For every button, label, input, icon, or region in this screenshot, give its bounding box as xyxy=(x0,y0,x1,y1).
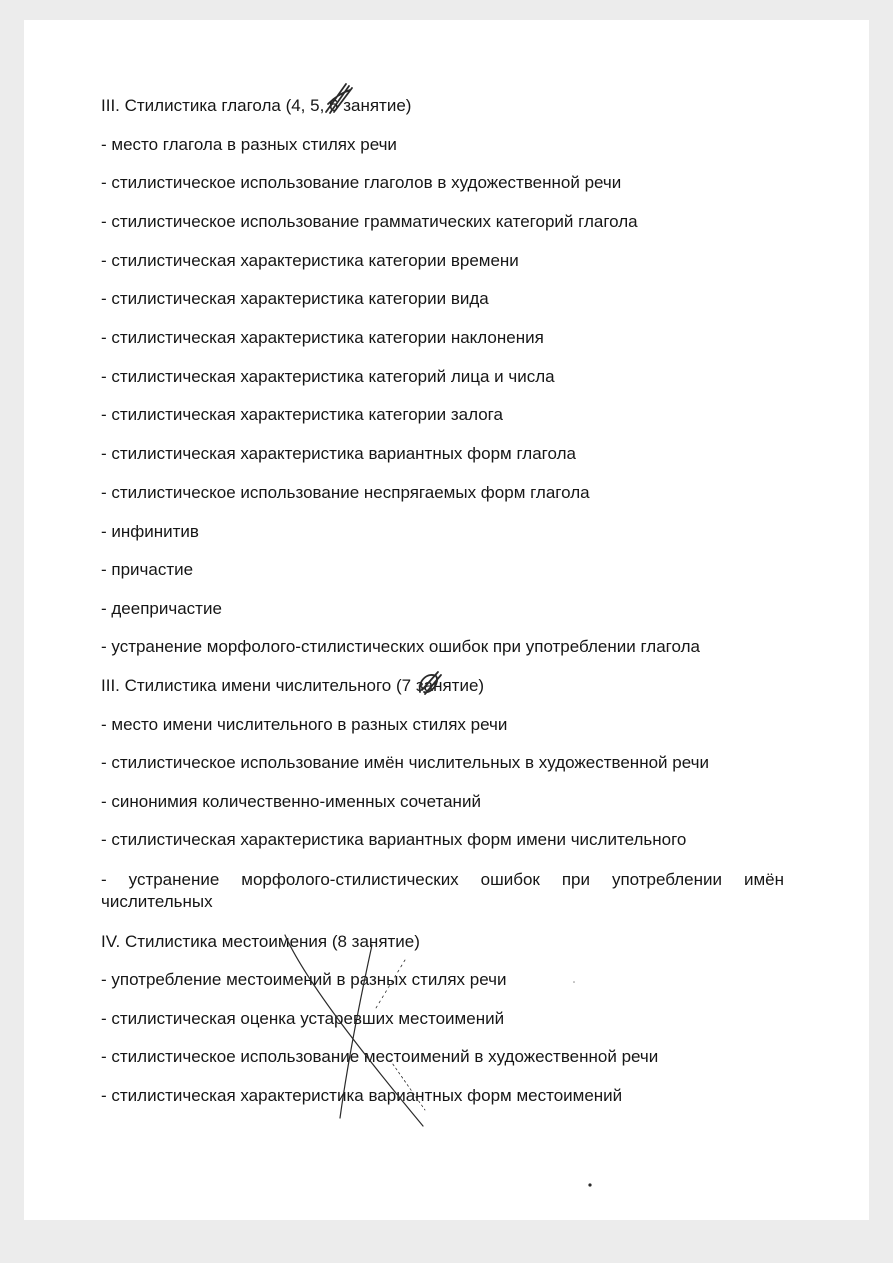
cross-out-stroke xyxy=(340,945,372,1118)
stray-dot xyxy=(573,981,575,983)
list-item: - употребление местоимений в разных стилях речи xyxy=(101,970,507,989)
list-item: - стилистическая характеристика вариантных форм имени числительного xyxy=(101,830,687,849)
list-item: - деепричастие xyxy=(101,599,222,618)
list-item: - стилистическое использование грамматических категорий глагола xyxy=(101,212,638,231)
cross-out-stroke xyxy=(376,960,405,1008)
stray-dot xyxy=(588,1183,591,1186)
cross-out-stroke xyxy=(390,1060,425,1110)
heading-pronoun-stylistics: IV. Стилистика местоимения (8 занятие) xyxy=(101,932,420,951)
list-item: - стилистическое использование местоимений в художественной речи xyxy=(101,1047,659,1066)
list-item: - стилистическая характеристика категорий лица и числа xyxy=(101,367,555,386)
list-item: - устранение морфолого-стилистических ошибок при употреблении имён числительных xyxy=(101,870,784,911)
list-item: - синонимия количественно-именных сочетаний xyxy=(101,792,481,811)
list-item: - место глагола в разных стилях речи xyxy=(101,135,397,154)
scribble-mark xyxy=(420,672,441,694)
list-item: - место имени числительного в разных стилях речи xyxy=(101,715,508,734)
list-item: - стилистическое использование неспрягаемых форм глагола xyxy=(101,483,590,502)
list-item: - стилистическая оценка устаревших местоимений xyxy=(101,1009,505,1028)
list-item: - стилистическая характеристика вариантных форм местоимений xyxy=(101,1086,623,1105)
list-item: - стилистическая характеристика категории времени xyxy=(101,251,519,270)
list-item: - причастие xyxy=(101,560,194,579)
list-item: - инфинитив xyxy=(101,522,199,541)
list-item: - стилистическая характеристика категории наклонения xyxy=(101,328,544,347)
list-item: - стилистическая характеристика категории залога xyxy=(101,405,503,424)
list-item: - стилистическое использование имён числительных в художественной речи xyxy=(101,753,709,772)
list-item: - устранение морфолого-стилистических ошибок при употреблении глагола xyxy=(101,637,700,656)
list-item: - стилистическая характеристика категории вида xyxy=(101,289,489,308)
heading-verb-stylistics: III. Стилистика глагола (4, 5, 6 занятие) xyxy=(101,96,412,115)
scribble-mark xyxy=(326,84,352,113)
list-item: - стилистическая характеристика вариантных форм глагола xyxy=(101,444,576,463)
list-item: - стилистическое использование глаголов в художественной речи xyxy=(101,173,622,192)
heading-numeral-stylistics: III. Стилистика имени числительного (7 занятие) xyxy=(101,676,485,695)
